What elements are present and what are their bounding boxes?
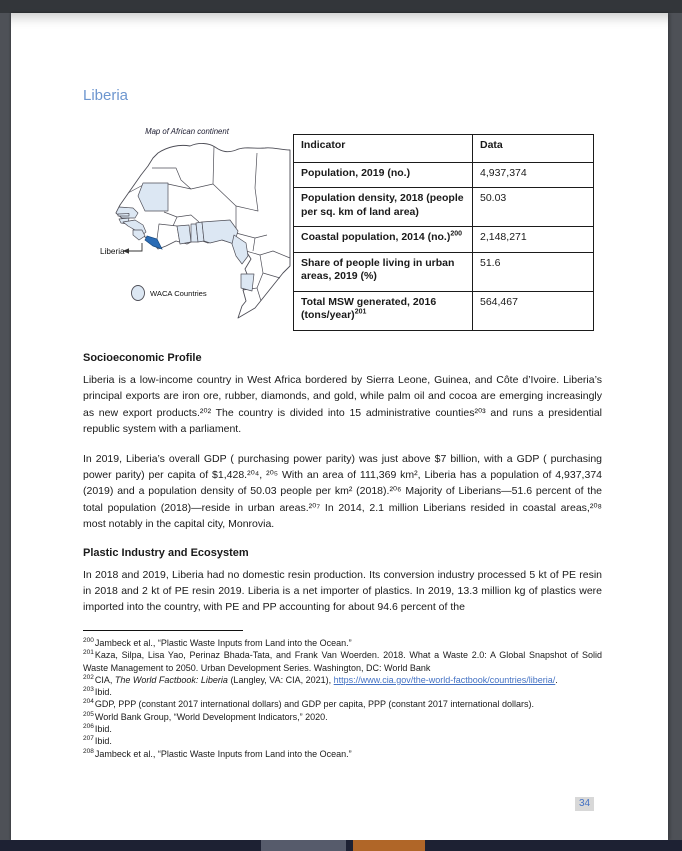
footnote: $^{200}$Jambeck et al., “Plastic Waste Inputs from Land into the Ocean.” xyxy=(83,637,352,648)
footnote: $^{207}$Ibid. xyxy=(83,735,112,747)
africa-map-figure xyxy=(95,123,295,323)
waca-legend-swatch xyxy=(132,286,145,301)
table-row xyxy=(294,188,594,227)
footnote: $^{204}$GDP, PPP (constant 2017 international dollars) and GDP per capita, PPP (constant 2017 international dollars). xyxy=(83,698,534,710)
map-caption: Map of African continent xyxy=(145,127,229,136)
footnote: $^{205}$World Bank Group, “World Development Indicators,” 2020. xyxy=(83,710,328,722)
section-heading-socioeconomic: Socioeconomic Profile xyxy=(83,352,202,364)
indicator-label: Total MSW generated, 2016 (tons/year) xyxy=(301,295,437,321)
footnote: $^{206}$Ibid. xyxy=(83,723,112,735)
footnote: $^{201}$Kaza, Silpa, Lisa Yao, Perinaz Bhada-Tata, and Frank Van Woerden. 2018. What a Waste 2.0: A Global Snapshot of Solid Waste Management to 2050. Urban Development Series. Washington, DC: World Bank xyxy=(83,649,602,673)
footnotes xyxy=(83,630,602,760)
document-page xyxy=(11,13,668,840)
table-header-row xyxy=(294,135,594,163)
indicator-value: 564,467 xyxy=(473,291,594,330)
paragraph: Liberia is a low-income country in West Africa bordered by Sierra Leone, Guinea, and Côte d’Ivoire. Liberia’s principal exports are iron ore, rubber, diamonds, and gold, while palm oil and cocoa are emerging increasingly as new export products.²⁰² The country is divided into 15 administrative counties²⁰³ and runs a presidential republic system with a parliament. xyxy=(83,374,602,436)
footnote-separator xyxy=(83,630,243,631)
indicator-value: 4,937,374 xyxy=(473,162,594,188)
indicator-label: Coastal population, 2014 (no.) xyxy=(301,231,451,243)
section-heading-plastic-industry: Plastic Industry and Ecosystem xyxy=(83,546,249,559)
table-row xyxy=(294,252,594,291)
table-header-indicator: Indicator xyxy=(294,135,473,163)
indicator-table xyxy=(293,134,594,331)
paragraph: In 2019, Liberia’s overall GDP ( purchasing power parity) was just above $7 billion, with a GDP ( purchasing power parity) per capita of $1,428.²⁰⁴, ²⁰⁵ With an area of 111,369 km², Liberia has a population of 4,937,374 (2019) and a population density of 50.03 people per km² (2018).²⁰⁶ Majority of Liberians—51.6 percent of the total population (2018)—reside in urban areas.²⁰⁷ In 2014, 2.1 million Liberians resided in coastal areas,²⁰⁸ most notably in the capital city, Monrovia. xyxy=(83,452,602,531)
liberia-callout-line xyxy=(129,243,142,251)
next-page-orange-band xyxy=(353,840,425,851)
liberia-map-label: Liberia xyxy=(100,247,125,256)
footnote-ref: 200 xyxy=(450,230,463,238)
indicator-value: 51.6 xyxy=(473,252,594,291)
table-row xyxy=(294,162,594,188)
table-row xyxy=(294,227,594,253)
waca-legend-label: WACA Countries xyxy=(150,289,207,298)
indicator-label: Population, 2019 (no.) xyxy=(301,166,411,179)
paragraph: In 2018 and 2019, Liberia had no domestic resin production. Its conversion industry processed 5 kt of PE resin in 2018 and 2 kt of PE resin 2019. Liberia is a net importer of plastics. In 2019, 13.3 million kg of plastics were imported into the country, with PE and PP accounting for about 94.6 percent of the xyxy=(83,568,602,614)
page-title: Liberia xyxy=(83,87,129,104)
footnote: $^{208}$Jambeck et al., “Plastic Waste Inputs from Land into the Ocean.” xyxy=(83,747,352,759)
indicator-value: 2,148,271 xyxy=(473,227,594,253)
table-row xyxy=(294,291,594,330)
indicator-label: Share of people living in urban areas, 2019 (%) xyxy=(301,256,455,282)
indicator-value: 50.03 xyxy=(473,188,594,227)
page-number: 34 xyxy=(575,797,594,811)
factbook-link[interactable]: https://www.cia.gov/the-world-factbook/countries/liberia/ xyxy=(333,674,556,685)
footnote-ref: 201 xyxy=(354,308,367,316)
next-page-edge xyxy=(0,840,682,851)
footnote: $^{203}$Ibid. xyxy=(83,686,112,698)
table-header-data: Data xyxy=(473,135,594,163)
viewer-top-bar xyxy=(0,0,682,13)
body-text xyxy=(83,351,602,629)
next-page-gray-band xyxy=(261,840,346,851)
footnote: $^{202}$CIA, The World Factbook: Liberia (Langley, VA: CIA, 2021), https://www.cia.gov/the-world-factbook/countries/liberia/. xyxy=(83,673,558,685)
indicator-label: Population density, 2018 (people per sq. km of land area) xyxy=(301,192,464,218)
africa-map xyxy=(95,123,295,323)
